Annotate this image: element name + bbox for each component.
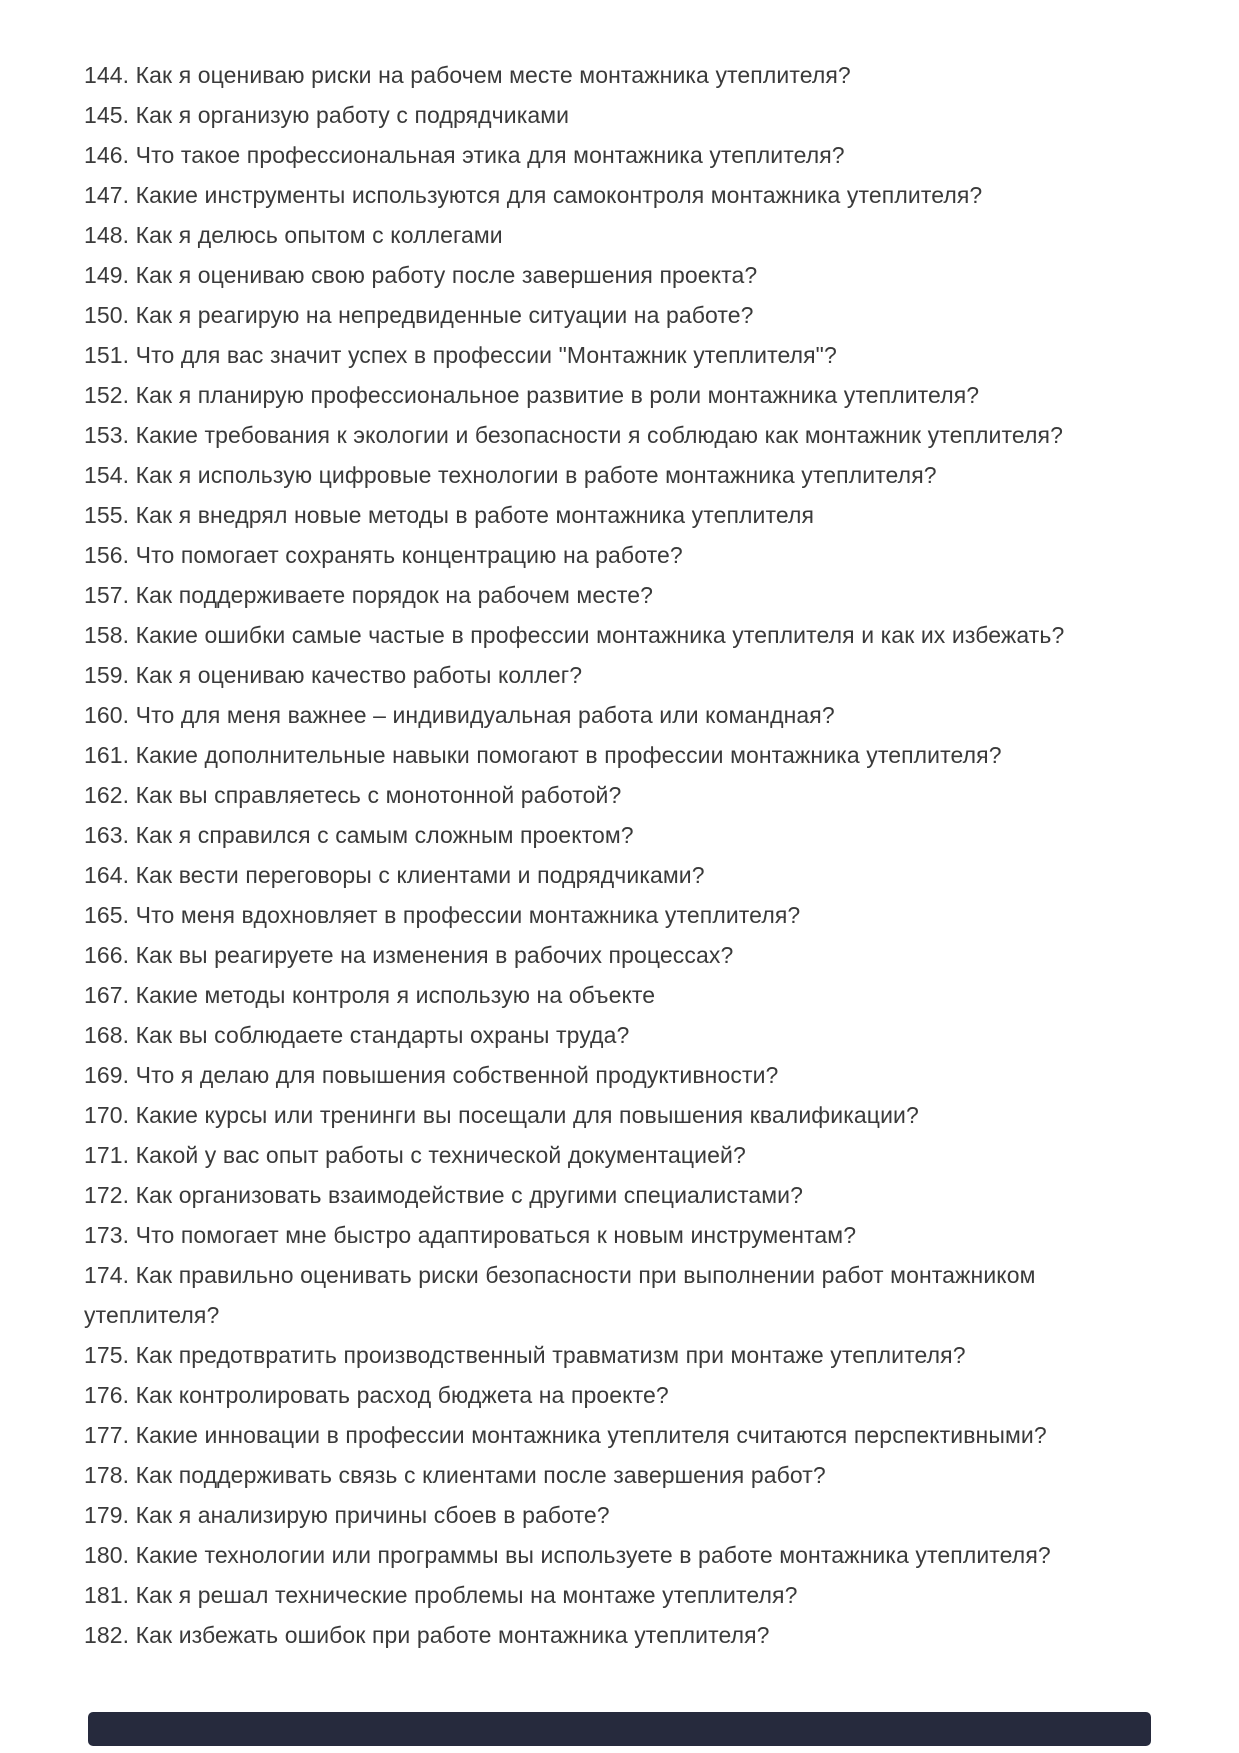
list-item: 175. Как предотвратить производственный травматизм при монтаже утеплителя?: [84, 1342, 966, 1368]
list-item: 157. Как поддерживаете порядок на рабочем месте?: [84, 582, 653, 608]
list-item: 165. Что меня вдохновляет в профессии монтажника утеплителя?: [84, 902, 801, 928]
list-item: 182. Как избежать ошибок при работе монтажника утеплителя?: [84, 1622, 770, 1648]
list-item: 162. Как вы справляетесь с монотонной работой?: [84, 782, 622, 808]
list-item: 144. Как я оцениваю риски на рабочем месте монтажника утеплителя?: [84, 62, 851, 88]
list-item: 173. Что помогает мне быстро адаптироваться к новым инструментам?: [84, 1222, 857, 1248]
list-item: 153. Какие требования к экологии и безопасности я соблюдаю как монтажник утеплителя?: [84, 422, 1063, 448]
question-list: [84, 55, 1155, 1655]
list-item: 179. Как я анализирую причины сбоев в работе?: [84, 1502, 610, 1528]
list-item: 160. Что для меня важнее – индивидуальная работа или командная?: [84, 702, 835, 728]
list-item: 152. Как я планирую профессиональное развитие в роли монтажника утеплителя?: [84, 382, 980, 408]
list-item: 181. Как я решал технические проблемы на монтаже утеплителя?: [84, 1582, 798, 1608]
list-item: 145. Как я организую работу с подрядчиками: [84, 102, 570, 128]
list-item: 149. Как я оцениваю свою работу после завершения проекта?: [84, 262, 758, 288]
list-item: 170. Какие курсы или тренинги вы посещали для повышения квалификации?: [84, 1102, 919, 1128]
list-item: 155. Как я внедрял новые методы в работе монтажника утеплителя: [84, 502, 815, 528]
list-item: 158. Какие ошибки самые частые в профессии монтажника утеплителя и как их избежать?: [84, 622, 1065, 648]
list-item: 164. Как вести переговоры с клиентами и подрядчиками?: [84, 862, 705, 888]
list-item: 161. Какие дополнительные навыки помогают в профессии монтажника утеплителя?: [84, 742, 1002, 768]
list-item: 146. Что такое профессиональная этика для монтажника утеплителя?: [84, 142, 845, 168]
list-item: 148. Как я делюсь опытом с коллегами: [84, 222, 503, 248]
list-item: 151. Что для вас значит успех в профессии "Монтажник утеплителя"?: [84, 342, 837, 368]
list-item: 168. Как вы соблюдаете стандарты охраны труда?: [84, 1022, 630, 1048]
list-item: 156. Что помогает сохранять концентрацию на работе?: [84, 542, 683, 568]
list-item: 169. Что я делаю для повышения собственной продуктивности?: [84, 1062, 779, 1088]
list-item: 167. Какие методы контроля я использую на объекте: [84, 982, 656, 1008]
list-item: 180. Какие технологии или программы вы используете в работе монтажника утеплителя?: [84, 1542, 1051, 1568]
bottom-bar: [88, 1712, 1151, 1746]
list-item: 174. Как правильно оценивать риски безопасности при выполнении работ монтажником утеплителя?: [84, 1262, 1036, 1328]
list-item: 163. Как я справился с самым сложным проектом?: [84, 822, 634, 848]
list-item: 171. Какой у вас опыт работы с технической документацией?: [84, 1142, 746, 1168]
list-item: 159. Как я оцениваю качество работы коллег?: [84, 662, 583, 688]
list-item: 172. Как организовать взаимодействие с другими специалистами?: [84, 1182, 803, 1208]
list-item: 177. Какие инновации в профессии монтажника утеплителя считаются перспективными?: [84, 1422, 1047, 1448]
list-item: 166. Как вы реагируете на изменения в рабочих процессах?: [84, 942, 734, 968]
list-item: 178. Как поддерживать связь с клиентами после завершения работ?: [84, 1462, 826, 1488]
list-item: 150. Как я реагирую на непредвиденные ситуации на работе?: [84, 302, 754, 328]
list-item: 176. Как контролировать расход бюджета на проекте?: [84, 1382, 669, 1408]
list-item: 147. Какие инструменты используются для самоконтроля монтажника утеплителя?: [84, 182, 983, 208]
list-item: 154. Как я использую цифровые технологии в работе монтажника утеплителя?: [84, 462, 937, 488]
